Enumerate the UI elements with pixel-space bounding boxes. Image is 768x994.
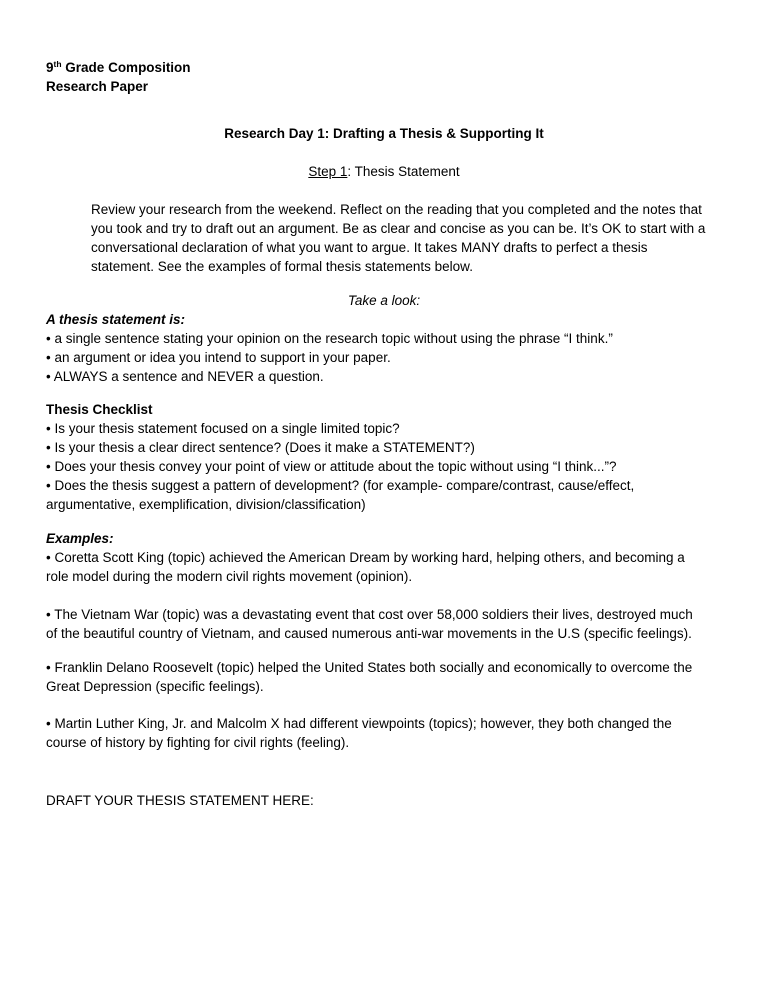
checklist-heading: Thesis Checklist	[46, 402, 153, 417]
draft-thesis-prompt: DRAFT YOUR THESIS STATEMENT HERE:	[46, 793, 314, 808]
checklist-item: • Does the thesis suggest a pattern of development? (for example- compare/contrast, cause/effect,	[46, 478, 635, 493]
definition-section	[46, 310, 736, 386]
course-grade-suffix: th	[53, 59, 62, 69]
intro-line: you took and try to draft out an argument. Be as clear and concise as you can be. It’s OK to start with a	[91, 221, 706, 236]
examples-heading: Examples:	[46, 531, 114, 546]
step-label: Step 1	[308, 164, 348, 179]
checklist-item: argumentative, exemplification, division/classification)	[46, 497, 366, 512]
example-line: course of history by fighting for civil rights (feeling).	[46, 735, 350, 750]
step-heading	[46, 162, 722, 181]
course-heading	[46, 58, 736, 77]
example-line: Great Depression (specific feelings).	[46, 679, 264, 694]
example-line: • The Vietnam War (topic) was a devastating event that cost over 58,000 soldiers their lives, destroyed much	[46, 607, 693, 622]
example-line: of the beautiful country of Vietnam, and caused numerous anti-war movements in the U.S (specific feelings).	[46, 626, 692, 641]
example-line: • Martin Luther King, Jr. and Malcolm X had different viewpoints (topics); however, they both changed the	[46, 716, 672, 731]
example-item	[46, 548, 736, 586]
page-title: Research Day 1: Drafting a Thesis & Supporting It	[224, 126, 544, 141]
intro-line: Review your research from the weekend. Reflect on the reading that you completed and the notes that	[91, 202, 702, 217]
definition-item: • an argument or idea you intend to support in your paper.	[46, 350, 391, 365]
example-line: role model during the modern civil rights movement (opinion).	[46, 569, 413, 584]
example-line: • Franklin Delano Roosevelt (topic) helped the United States both socially and economically to overcome the	[46, 660, 693, 675]
definition-item: • a single sentence stating your opinion on the research topic without using the phrase “I think.”	[46, 331, 613, 346]
example-item	[46, 658, 736, 696]
definition-heading: A thesis statement is:	[46, 312, 186, 327]
course-grade-number: 9	[46, 60, 54, 75]
paper-type: Research Paper	[46, 79, 149, 94]
example-item	[46, 605, 736, 643]
definition-item: • ALWAYS a sentence and NEVER a question.	[46, 369, 324, 384]
intro-paragraph	[91, 200, 736, 276]
checklist-section	[46, 400, 736, 514]
step-title: : Thesis Statement	[347, 164, 460, 179]
take-a-look-label: Take a look:	[347, 293, 421, 308]
draft-writing-area[interactable]	[46, 815, 736, 975]
course-name: Grade Composition	[61, 60, 191, 75]
intro-line: statement. See the examples of formal thesis statements below.	[91, 259, 473, 274]
example-line: • Coretta Scott King (topic) achieved the American Dream by working hard, helping others, and becoming a	[46, 550, 685, 565]
checklist-item: • Is your thesis statement focused on a single limited topic?	[46, 421, 400, 436]
example-item	[46, 714, 736, 752]
checklist-item: • Does your thesis convey your point of view or attitude about the topic without using “I think...”?	[46, 459, 617, 474]
intro-line: conversational declaration of what you want to argue. It takes MANY drafts to perfect a thesis	[91, 240, 648, 255]
checklist-item: • Is your thesis a clear direct sentence? (Does it make a STATEMENT?)	[46, 440, 475, 455]
